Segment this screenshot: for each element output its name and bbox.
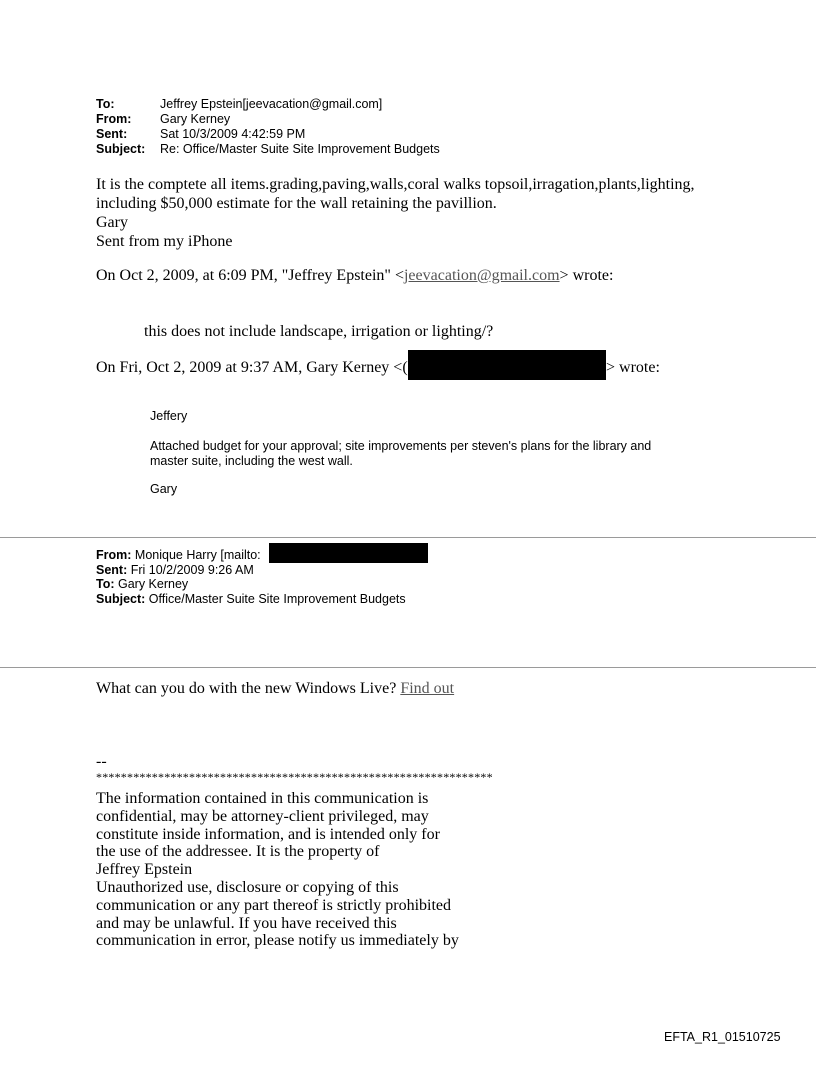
document-id: EFTA_R1_01510725	[664, 1030, 781, 1044]
fwd-subject-label: Subject:	[96, 591, 146, 606]
quote2-attribution	[96, 358, 408, 377]
reply-line: Sent from my iPhone	[96, 233, 233, 250]
divider	[0, 667, 816, 668]
sent-value: Sat 10/3/2009 4:42:59 PM	[160, 127, 306, 141]
fwd-sent-row	[96, 563, 426, 578]
header-subject-row	[96, 142, 440, 157]
fwd-from-value: Monique Harry [mailto:	[134, 548, 261, 562]
email-header	[96, 97, 440, 157]
disclaimer-line: and may be unlawful. If you have received this	[96, 914, 397, 932]
fwd-subject-value: Office/Master Suite Site Improvement Budgets	[148, 591, 406, 606]
header-to-row	[96, 97, 440, 112]
quote2-body	[150, 439, 651, 469]
disclaimer-line: confidential, may be attorney-client privileged, may	[96, 807, 429, 825]
to-label: To:	[96, 97, 115, 111]
fwd-sent-value: Fri 10/2/2009 9:26 AM	[130, 562, 254, 577]
reply-line: including $50,000 estimate for the wall retaining the pavillion.	[96, 195, 497, 212]
header-from-row	[96, 112, 440, 127]
disclaimer-stars: ****************************************************************	[96, 770, 493, 784]
quote2-suffix: > wrote:	[606, 359, 660, 376]
quote1-suffix: > wrote:	[559, 267, 614, 284]
reply-line: It is the comptete all items.grading,paving,walls,coral walks topsoil,irragation,plants,lighting,	[96, 176, 695, 193]
find-out-link[interactable]: Find out	[400, 680, 455, 697]
reply-body	[96, 175, 695, 251]
fwd-from-label: From:	[96, 548, 132, 562]
quote2-signoff: Gary	[150, 482, 178, 496]
sent-label: Sent:	[96, 127, 128, 141]
quote1-prefix: On Oct 2, 2009, at 6:09 PM, "Jeffrey Epstein" <	[96, 267, 404, 284]
subject-label: Subject:	[96, 142, 146, 156]
quote2-body-line: Attached budget for your approval; site improvements per steven's plans for the library and	[150, 439, 652, 453]
quote1-email-link[interactable]: jeevacation@gmail.com	[403, 267, 560, 284]
fwd-sent-label: Sent:	[96, 562, 128, 577]
disclaimer-text	[96, 790, 459, 950]
quote2-partial: (	[402, 359, 408, 376]
quote1-attribution	[96, 266, 613, 285]
disclaimer-line: The information contained in this communication is	[96, 790, 429, 807]
disclaimer-dashes: --	[96, 753, 107, 770]
disclaimer-line: communication in error, please notify us immediately by	[96, 932, 459, 950]
from-value: Gary Kerney	[160, 112, 231, 126]
quote2-greeting: Jeffery	[150, 409, 188, 423]
from-label: From:	[96, 112, 132, 126]
disclaimer-line: Jeffrey Epstein	[96, 861, 193, 879]
divider	[0, 537, 816, 538]
fwd-to-row	[96, 577, 426, 592]
disclaimer-line: communication or any part thereof is strictly prohibited	[96, 896, 452, 914]
fwd-subject-row	[96, 592, 426, 607]
disclaimer-line: the use of the addressee. It is the property of	[96, 843, 380, 861]
quote2-prefix: On Fri, Oct 2, 2009 at 9:37 AM, Gary Kerney <	[96, 359, 403, 376]
subject-value: Re: Office/Master Suite Site Improvement Budgets	[160, 142, 440, 156]
redaction-box	[269, 543, 428, 563]
disclaimer-line: Unauthorized use, disclosure or copying of this	[96, 878, 399, 896]
quote2-body-line: master suite, including the west wall.	[150, 454, 353, 468]
promo-text: What can you do with the new Windows Live?	[96, 680, 397, 697]
to-value: Jeffrey Epstein[jeevacation@gmail.com]	[160, 97, 383, 111]
disclaimer-line: constitute inside information, and is intended only for	[96, 825, 440, 843]
promo-line	[96, 679, 454, 698]
quote1-message: this does not include landscape, irrigation or lighting/?	[144, 323, 494, 340]
fwd-to-value: Gary Kerney	[118, 577, 189, 591]
fwd-to-label: To:	[96, 577, 115, 591]
reply-line: Gary	[96, 214, 128, 231]
header-sent-row	[96, 127, 440, 142]
redaction-box	[408, 350, 606, 380]
